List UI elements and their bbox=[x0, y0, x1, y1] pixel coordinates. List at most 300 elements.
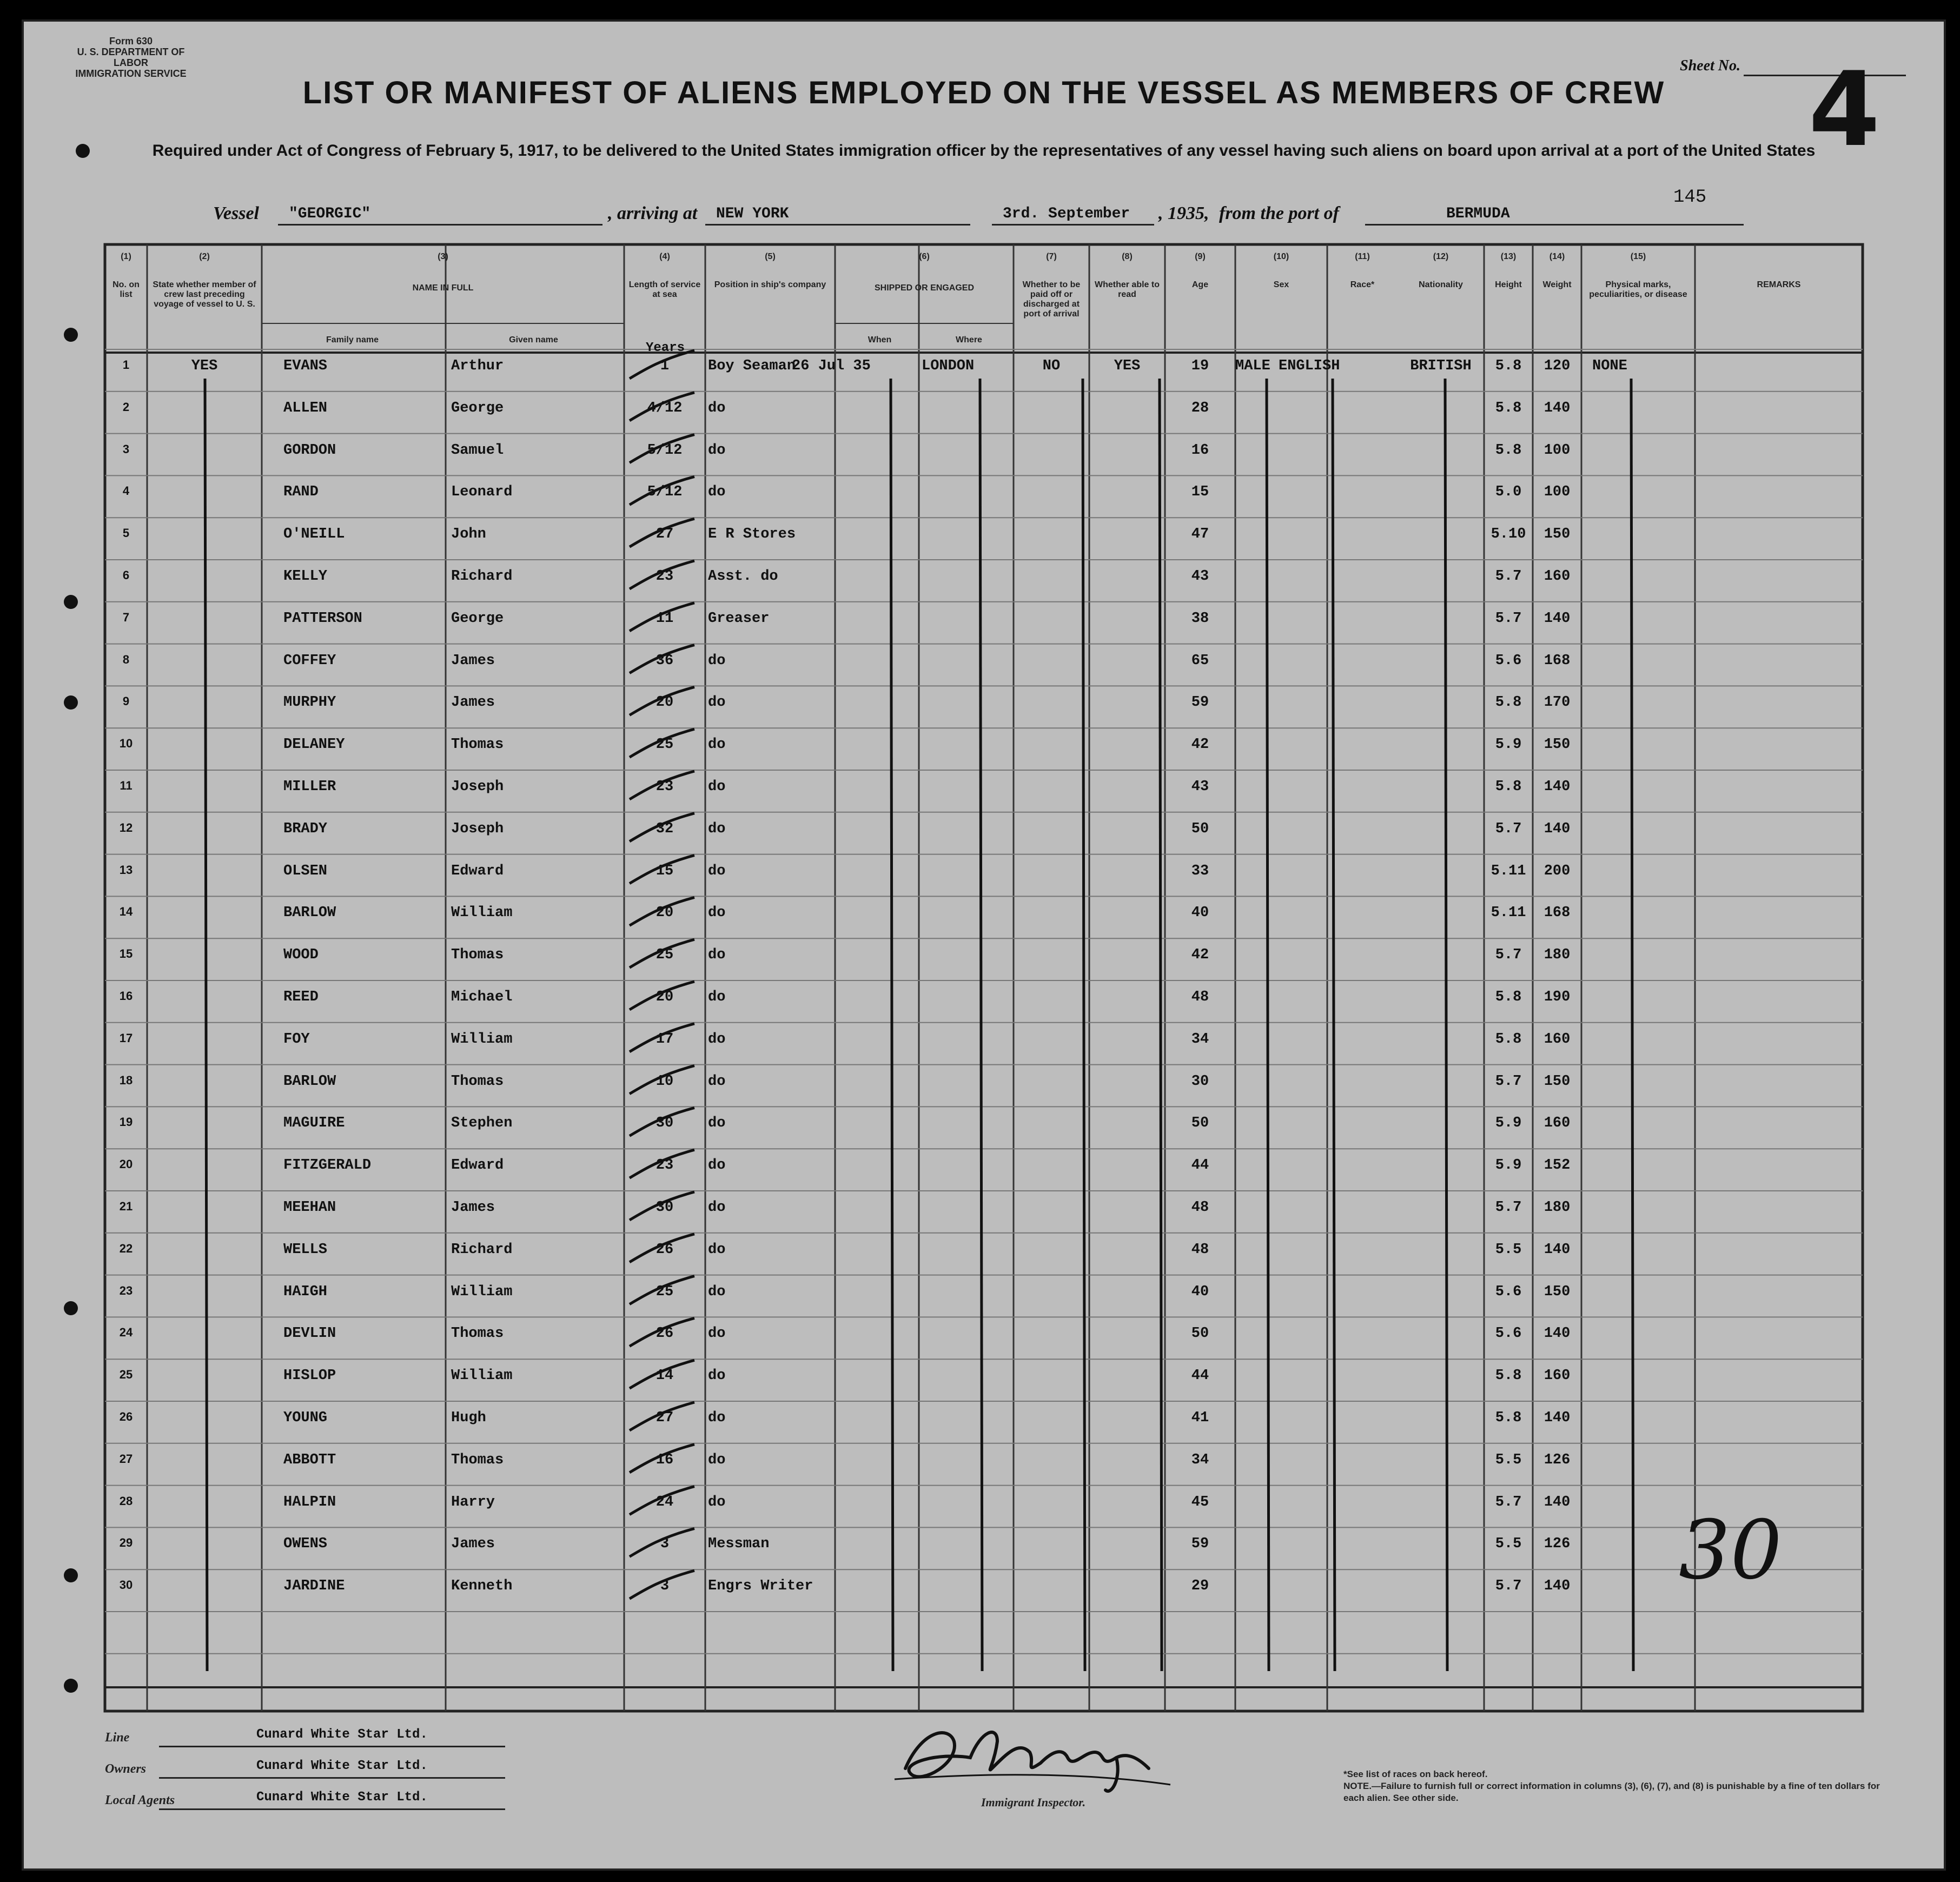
cell-given: Joseph bbox=[451, 779, 504, 795]
cell-family: BARLOW bbox=[283, 1073, 336, 1090]
binder-hole bbox=[64, 328, 78, 342]
cell-marks: NONE bbox=[1592, 358, 1627, 374]
column-number: (8) bbox=[1122, 252, 1133, 261]
cell-no: 20 bbox=[119, 1157, 133, 1171]
cell-given: James bbox=[451, 652, 495, 669]
cell-family: FOY bbox=[283, 1031, 310, 1048]
footnote-penalty: NOTE.—Failure to furnish full or correct information in columns (3), (6), (7), and (8) is punishable by a fine of ten dollars for each alien. See other side. bbox=[1343, 1781, 1880, 1803]
cell-given: George bbox=[451, 400, 504, 416]
cell-sex: MALE bbox=[1235, 358, 1270, 374]
cell-no: 30 bbox=[119, 1578, 133, 1592]
cell-height: 5.9 bbox=[1495, 1115, 1522, 1132]
column-header: Height bbox=[1495, 280, 1522, 289]
column-header: Sex bbox=[1273, 280, 1289, 289]
cell-given: William bbox=[451, 1283, 513, 1300]
cell-weight: 140 bbox=[1544, 1494, 1571, 1510]
cell-position: do bbox=[708, 1494, 726, 1510]
cell-given: Thomas bbox=[451, 1073, 504, 1090]
cell-no: 14 bbox=[119, 905, 133, 919]
cell-given: William bbox=[451, 905, 513, 922]
cell-when: 26 Jul 35 bbox=[792, 358, 871, 374]
cell-age: 50 bbox=[1191, 820, 1209, 837]
vessel-label: Vessel bbox=[213, 203, 259, 223]
cell-position: do bbox=[708, 1410, 726, 1426]
footnote bbox=[1343, 1768, 1884, 1804]
agents-value: Cunard White Star Ltd. bbox=[256, 1790, 428, 1805]
cell-service: 11 bbox=[655, 610, 674, 627]
cell-given: William bbox=[451, 1368, 513, 1384]
cell-age: 59 bbox=[1191, 1536, 1209, 1553]
cell-service: 5/12 bbox=[647, 442, 683, 459]
column-number: (12) bbox=[1433, 252, 1449, 261]
column-number: (1) bbox=[121, 252, 131, 261]
cell-family: KELLY bbox=[283, 568, 328, 585]
cell-position: do bbox=[708, 400, 726, 416]
cell-weight: 140 bbox=[1544, 1578, 1571, 1595]
cell-weight: 140 bbox=[1544, 820, 1571, 837]
cell-service: 25 bbox=[655, 1283, 674, 1300]
owners-value: Cunard White Star Ltd. bbox=[256, 1759, 428, 1773]
agents-label: Local Agents bbox=[105, 1793, 175, 1807]
cell-age: 43 bbox=[1191, 568, 1209, 585]
cell-no: 27 bbox=[119, 1452, 133, 1466]
cell-age: 40 bbox=[1191, 1283, 1209, 1300]
department: U. S. DEPARTMENT OF LABOR bbox=[77, 47, 185, 68]
column-header: No. on list bbox=[112, 280, 140, 299]
cell-no: 23 bbox=[119, 1283, 133, 1297]
cell-weight: 160 bbox=[1544, 1368, 1571, 1384]
cell-age: 44 bbox=[1191, 1368, 1209, 1384]
cell-age: 45 bbox=[1191, 1494, 1209, 1510]
ditto-line bbox=[1333, 379, 1335, 1671]
cell-family: OWENS bbox=[283, 1536, 328, 1553]
cell-age: 29 bbox=[1191, 1578, 1209, 1595]
column-header: Whether to be paid off or discharged at port of arrival bbox=[1022, 280, 1081, 319]
cell-family: DELANEY bbox=[283, 737, 345, 753]
cell-height: 5.7 bbox=[1495, 568, 1522, 585]
cell-age: 48 bbox=[1191, 1200, 1209, 1216]
cell-age: 28 bbox=[1191, 400, 1209, 416]
cell-given: Samuel bbox=[451, 442, 504, 459]
line-value: Cunard White Star Ltd. bbox=[256, 1727, 428, 1742]
cell-no: 15 bbox=[119, 947, 133, 961]
cell-family: COFFEY bbox=[283, 652, 336, 669]
ditto-line bbox=[1160, 379, 1162, 1671]
cell-age: 30 bbox=[1191, 1073, 1209, 1090]
cell-age: 40 bbox=[1191, 905, 1209, 922]
cell-height: 5.6 bbox=[1495, 1283, 1522, 1300]
column-number: (3) bbox=[438, 252, 448, 261]
column-subheader: When bbox=[868, 335, 892, 344]
cell-weight: 150 bbox=[1544, 1073, 1571, 1090]
subtitle-text: Required under Act of Congress of February 5, 1917, to be delivered to the United States immigration officer by the representatives of any vessel having such aliens on board upon arrival at a port of the United States bbox=[152, 142, 1816, 160]
cell-family: HISLOP bbox=[283, 1368, 336, 1384]
cell-no: 28 bbox=[119, 1494, 133, 1508]
cell-service: 27 bbox=[655, 526, 674, 543]
binder-hole bbox=[64, 1301, 78, 1315]
cell-family: EVANS bbox=[283, 358, 328, 374]
cell-family: WELLS bbox=[283, 1241, 328, 1258]
cell-given: Kenneth bbox=[451, 1578, 513, 1595]
cell-family: ABBOTT bbox=[283, 1452, 336, 1468]
cell-no: 22 bbox=[119, 1241, 133, 1255]
cell-height: 5.7 bbox=[1495, 1494, 1522, 1510]
cell-weight: 150 bbox=[1544, 526, 1571, 543]
cell-given: Michael bbox=[451, 989, 513, 1005]
cell-family: HALPIN bbox=[283, 1494, 336, 1510]
cell-service: 36 bbox=[655, 652, 674, 669]
total-annotation: 30 bbox=[1679, 1503, 1782, 1598]
cell-family: JARDINE bbox=[283, 1578, 345, 1595]
cell-position: do bbox=[708, 1115, 726, 1132]
cell-service: 20 bbox=[655, 989, 674, 1005]
cell-service: 15 bbox=[655, 863, 674, 879]
cell-no: 7 bbox=[122, 610, 130, 624]
cell-no: 25 bbox=[119, 1368, 133, 1382]
cell-service: 3 bbox=[660, 1578, 670, 1595]
column-header: NAME IN FULL bbox=[412, 283, 474, 293]
cell-family: ALLEN bbox=[283, 400, 328, 416]
page-title: LIST OR MANIFEST OF ALIENS EMPLOYED ON THE VESSEL AS MEMBERS OF CREW bbox=[302, 75, 1665, 110]
cell-position: do bbox=[708, 1200, 726, 1216]
inspector-signature bbox=[889, 1720, 1192, 1801]
cell-weight: 200 bbox=[1544, 863, 1571, 879]
cell-age: 48 bbox=[1191, 1241, 1209, 1258]
cell-service: 20 bbox=[655, 694, 674, 711]
cell-no: 3 bbox=[122, 442, 130, 456]
column-number: (15) bbox=[1630, 252, 1646, 261]
cell-service: 23 bbox=[655, 779, 674, 795]
cell-service: 4/12 bbox=[647, 400, 683, 416]
ditto-line bbox=[1267, 379, 1269, 1671]
binder-hole bbox=[76, 144, 90, 158]
cell-service: 24 bbox=[655, 1494, 674, 1510]
cell-weight: 160 bbox=[1544, 568, 1571, 585]
cell-no: 9 bbox=[122, 694, 130, 708]
cell-service: 25 bbox=[655, 947, 674, 964]
cell-given: James bbox=[451, 694, 495, 711]
cell-weight: 168 bbox=[1544, 652, 1571, 669]
from-port: BERMUDA bbox=[1446, 206, 1510, 222]
sheet-no-label: Sheet No. bbox=[1680, 57, 1740, 74]
cell-height: 5.8 bbox=[1495, 358, 1522, 374]
cell-age: 38 bbox=[1191, 610, 1209, 627]
cell-given: Leonard bbox=[451, 484, 513, 501]
cell-given: Harry bbox=[451, 1494, 495, 1510]
cell-age: 42 bbox=[1191, 947, 1209, 964]
cell-read: YES bbox=[1114, 358, 1141, 374]
cell-height: 5.7 bbox=[1495, 947, 1522, 964]
ditto-line bbox=[980, 379, 982, 1671]
binder-hole bbox=[64, 695, 78, 710]
column-subheader: Family name bbox=[326, 335, 379, 344]
cell-given: Thomas bbox=[451, 737, 504, 753]
owners-field bbox=[159, 1757, 505, 1779]
cell-given: Thomas bbox=[451, 1452, 504, 1468]
cell-height: 5.6 bbox=[1495, 652, 1522, 669]
cell-weight: 140 bbox=[1544, 779, 1571, 795]
cell-service: 26 bbox=[655, 1241, 674, 1258]
cell-service: 10 bbox=[655, 1073, 674, 1090]
cell-given: Richard bbox=[451, 568, 513, 585]
cell-given: Edward bbox=[451, 1157, 504, 1174]
cell-age: 47 bbox=[1191, 526, 1209, 543]
cell-weight: 168 bbox=[1544, 905, 1571, 922]
arrival-port: NEW YORK bbox=[716, 206, 789, 222]
cell-no: 10 bbox=[119, 737, 133, 751]
cell-no: 8 bbox=[122, 652, 130, 666]
inspector-label: Immigrant Inspector. bbox=[981, 1795, 1086, 1809]
column-header: Weight bbox=[1542, 280, 1572, 289]
cell-height: 5.8 bbox=[1495, 1410, 1522, 1426]
cell-given: Hugh bbox=[451, 1410, 486, 1426]
cell-weight: 190 bbox=[1544, 989, 1571, 1005]
form-number: Form 630 bbox=[109, 36, 153, 47]
cell-age: 42 bbox=[1191, 737, 1209, 753]
cell-race: ENGLISH bbox=[1279, 358, 1340, 374]
cell-position: Asst. do bbox=[708, 568, 778, 585]
cell-given: Edward bbox=[451, 863, 504, 879]
cell-position: Greaser bbox=[708, 610, 770, 627]
cell-where: LONDON bbox=[922, 358, 975, 374]
cell-position: do bbox=[708, 820, 726, 837]
service: IMMIGRATION SERVICE bbox=[75, 68, 187, 79]
cell-family: PATTERSON bbox=[283, 610, 362, 627]
cell-position: do bbox=[708, 1452, 726, 1468]
column-number: (2) bbox=[199, 252, 210, 261]
cell-height: 5.7 bbox=[1495, 820, 1522, 837]
cell-weight: 140 bbox=[1544, 610, 1571, 627]
cell-position: do bbox=[708, 1326, 726, 1342]
column-number: (14) bbox=[1549, 252, 1565, 261]
cell-weight: 170 bbox=[1544, 694, 1571, 711]
cell-age: 33 bbox=[1191, 863, 1209, 879]
cell-weight: 180 bbox=[1544, 947, 1571, 964]
cell-weight: 160 bbox=[1544, 1115, 1571, 1132]
column-number: (6) bbox=[919, 252, 930, 261]
cell-position: do bbox=[708, 442, 726, 459]
cell-family: FITZGERALD bbox=[283, 1157, 372, 1174]
cell-no: 12 bbox=[119, 820, 133, 834]
cell-service: 14 bbox=[655, 1368, 674, 1384]
cell-nationality: BRITISH bbox=[1410, 358, 1472, 374]
cell-height: 5.8 bbox=[1495, 989, 1522, 1005]
cell-age: 15 bbox=[1191, 484, 1209, 501]
cell-position: Boy Seaman bbox=[708, 358, 796, 374]
column-subheader: Given name bbox=[509, 335, 558, 344]
cell-age: 50 bbox=[1191, 1326, 1209, 1342]
column-header: Race* bbox=[1350, 280, 1375, 289]
cell-family: OLSEN bbox=[283, 863, 328, 879]
cell-given: John bbox=[451, 526, 486, 543]
cell-no: 6 bbox=[122, 568, 130, 582]
cell-height: 5.8 bbox=[1495, 1368, 1522, 1384]
cell-service: 16 bbox=[655, 1452, 674, 1468]
cell-height: 5.8 bbox=[1495, 442, 1522, 459]
column-rules bbox=[147, 244, 1695, 1711]
ditto-line bbox=[1631, 379, 1633, 1671]
binder-hole bbox=[64, 1568, 78, 1582]
cell-position: do bbox=[708, 947, 726, 964]
ditto-line bbox=[205, 379, 207, 1671]
cell-position: do bbox=[708, 1073, 726, 1090]
binder-hole bbox=[64, 595, 78, 609]
cell-weight: 150 bbox=[1544, 1283, 1571, 1300]
cell-no: 26 bbox=[119, 1410, 133, 1423]
cell-height: 5.5 bbox=[1495, 1536, 1522, 1553]
cell-position: Engrs Writer bbox=[708, 1578, 813, 1595]
cell-position: Messman bbox=[708, 1536, 770, 1553]
cell-weight: 120 bbox=[1544, 358, 1571, 374]
column-header: State whether member of crew last preceding voyage of vessel to U. S. bbox=[153, 280, 256, 309]
cell-service: 17 bbox=[655, 1031, 674, 1048]
cell-position: do bbox=[708, 779, 726, 795]
cell-family: DEVLIN bbox=[283, 1326, 336, 1342]
cell-no: 2 bbox=[122, 400, 130, 414]
cell-service: 32 bbox=[655, 820, 674, 837]
cell-service: 23 bbox=[655, 1157, 674, 1174]
cell-position: do bbox=[708, 905, 726, 922]
cell-position: do bbox=[708, 989, 726, 1005]
cell-position: do bbox=[708, 694, 726, 711]
cell-weight: 140 bbox=[1544, 400, 1571, 416]
cell-family: REED bbox=[283, 989, 319, 1005]
cell-service: 5/12 bbox=[647, 484, 683, 501]
ditto-line bbox=[1083, 379, 1085, 1671]
vessel-name: "GEORGIC" bbox=[289, 206, 371, 222]
cell-paid-off: NO bbox=[1042, 358, 1061, 374]
cell-service: 20 bbox=[655, 905, 674, 922]
cell-height: 5.11 bbox=[1491, 863, 1526, 879]
cell-family: WOOD bbox=[283, 947, 319, 964]
arriving-label: , arriving at bbox=[608, 203, 698, 223]
cell-age: 34 bbox=[1191, 1452, 1209, 1468]
cell-family: MILLER bbox=[283, 779, 336, 795]
cell-no: 16 bbox=[119, 989, 133, 1003]
cell-height: 5.11 bbox=[1491, 905, 1526, 922]
column-number: (13) bbox=[1500, 252, 1517, 261]
cell-family: BRADY bbox=[283, 820, 328, 837]
cell-position: E R Stores bbox=[708, 526, 796, 543]
column-header: Age bbox=[1191, 280, 1209, 289]
cell-given: Stephen bbox=[451, 1115, 513, 1132]
cell-weight: 100 bbox=[1544, 484, 1571, 501]
cell-age: 59 bbox=[1191, 694, 1209, 711]
cell-height: 5.0 bbox=[1495, 484, 1522, 501]
column-header: Physical marks, peculiarities, or disease bbox=[1589, 280, 1687, 299]
column-subheader: Where bbox=[956, 335, 982, 344]
cell-given: George bbox=[451, 610, 504, 627]
cell-given: Joseph bbox=[451, 820, 504, 837]
column-number: (9) bbox=[1195, 252, 1206, 261]
cell-position: do bbox=[708, 863, 726, 879]
cell-height: 5.7 bbox=[1495, 610, 1522, 627]
cell-service: 30 bbox=[655, 1115, 674, 1132]
arrival-date: 3rd. September bbox=[1003, 206, 1130, 222]
cell-member: YES bbox=[191, 358, 218, 374]
cell-family: MAGUIRE bbox=[283, 1115, 345, 1132]
cell-height: 5.7 bbox=[1495, 1200, 1522, 1216]
column-header: Length of service at sea bbox=[628, 280, 701, 299]
column-header: Nationality bbox=[1419, 280, 1463, 289]
line-label: Line bbox=[105, 1731, 130, 1745]
column-number: (10) bbox=[1273, 252, 1289, 261]
cell-weight: 140 bbox=[1544, 1326, 1571, 1342]
cell-age: 44 bbox=[1191, 1157, 1209, 1174]
cell-no: 19 bbox=[119, 1115, 133, 1129]
cell-age: 41 bbox=[1191, 1410, 1209, 1426]
cell-no: 17 bbox=[119, 1031, 133, 1045]
cell-service: 23 bbox=[655, 568, 674, 585]
cell-height: 5.8 bbox=[1495, 779, 1522, 795]
cell-given: James bbox=[451, 1536, 495, 1553]
cell-family: RAND bbox=[283, 484, 319, 501]
cell-no: 4 bbox=[122, 484, 130, 498]
cell-height: 5.6 bbox=[1495, 1326, 1522, 1342]
cell-service: 27 bbox=[655, 1410, 674, 1426]
cell-height: 5.9 bbox=[1495, 737, 1522, 753]
column-number: (7) bbox=[1046, 252, 1057, 261]
cell-height: 5.8 bbox=[1495, 400, 1522, 416]
cell-position: do bbox=[708, 1241, 726, 1258]
cell-no: 5 bbox=[122, 526, 130, 540]
cell-position: do bbox=[708, 1031, 726, 1048]
cell-weight: 152 bbox=[1544, 1157, 1571, 1174]
cell-no: 11 bbox=[120, 779, 133, 792]
column-header: SHIPPED OR ENGAGED bbox=[874, 283, 975, 293]
cell-height: 5.10 bbox=[1491, 526, 1526, 543]
cell-weight: 180 bbox=[1544, 1200, 1571, 1216]
line-field bbox=[159, 1725, 505, 1747]
cell-given: Richard bbox=[451, 1241, 513, 1258]
cell-weight: 160 bbox=[1544, 1031, 1571, 1048]
cell-position: do bbox=[708, 1283, 726, 1300]
cell-no: 1 bbox=[122, 358, 130, 372]
cell-family: YOUNG bbox=[283, 1410, 328, 1426]
cell-weight: 100 bbox=[1544, 442, 1571, 459]
cell-family: GORDON bbox=[283, 442, 336, 459]
cell-age: 50 bbox=[1191, 1115, 1209, 1132]
cell-weight: 140 bbox=[1544, 1410, 1571, 1426]
manifest-sheet bbox=[22, 19, 1946, 1871]
footnote-races: *See list of races on back hereof. bbox=[1343, 1769, 1488, 1779]
cell-given: Thomas bbox=[451, 947, 504, 964]
cell-position: do bbox=[708, 484, 726, 501]
cell-height: 5.7 bbox=[1495, 1578, 1522, 1595]
binder-hole bbox=[64, 1679, 78, 1693]
cell-height: 5.5 bbox=[1495, 1241, 1522, 1258]
cell-weight: 126 bbox=[1544, 1536, 1571, 1553]
cell-weight: 140 bbox=[1544, 1241, 1571, 1258]
cell-family: MURPHY bbox=[283, 694, 336, 711]
cell-position: do bbox=[708, 737, 726, 753]
table-border bbox=[105, 244, 1863, 1711]
cell-no: 13 bbox=[119, 863, 133, 877]
cell-service: 25 bbox=[655, 737, 674, 753]
column-header: Position in ship's company bbox=[714, 280, 826, 289]
ditto-line bbox=[1445, 379, 1447, 1671]
owners-label: Owners bbox=[105, 1762, 147, 1776]
cell-weight: 126 bbox=[1544, 1452, 1571, 1468]
cell-height: 5.9 bbox=[1495, 1157, 1522, 1174]
column-header: REMARKS bbox=[1757, 280, 1801, 289]
service-unit-label: Years bbox=[646, 341, 685, 355]
cell-family: O'NEILL bbox=[283, 526, 345, 543]
cell-no: 29 bbox=[119, 1536, 133, 1550]
cell-no: 21 bbox=[119, 1200, 133, 1213]
cell-age: 65 bbox=[1191, 652, 1209, 669]
sheet-number: 4 bbox=[1809, 50, 1880, 169]
